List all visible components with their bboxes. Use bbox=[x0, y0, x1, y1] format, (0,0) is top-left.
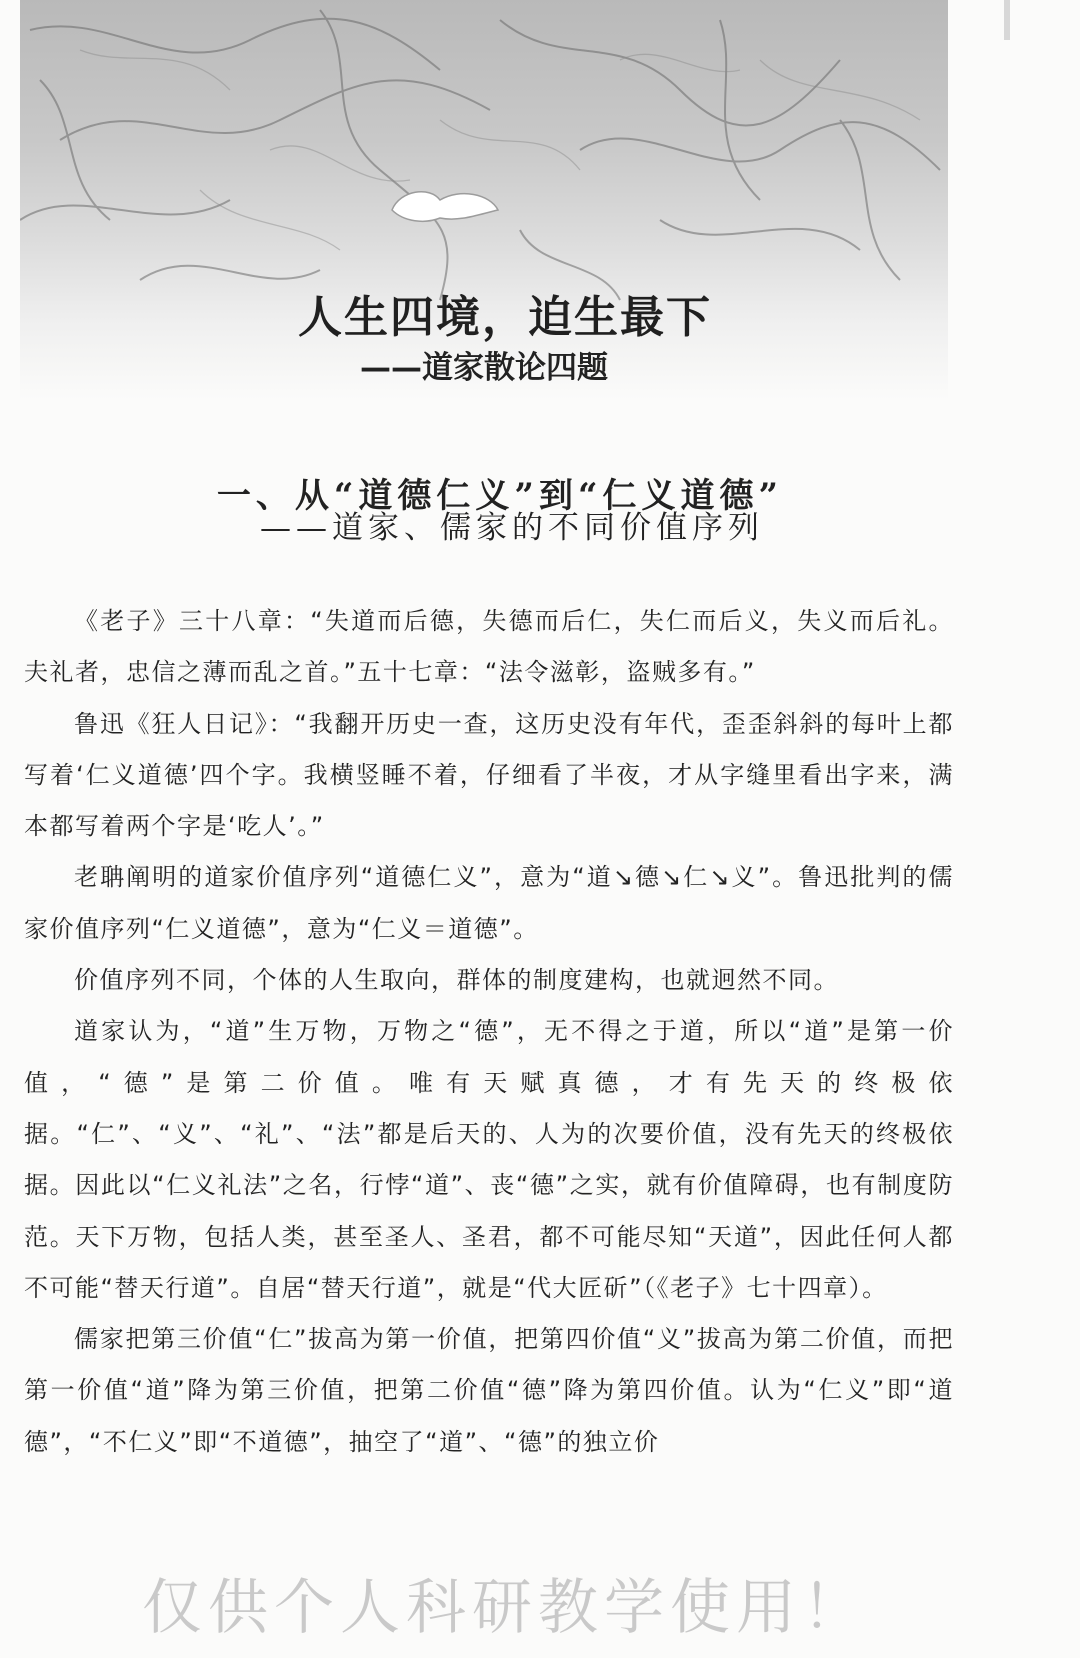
paragraph: 鲁迅《狂人日记》：“我翻开历史一查，这历史没有年代，歪歪斜斜的每叶上都写着‘仁义道德’四个字。我横竖睡不着，仔细看了半夜，才从字缝里看出字来，满本都写着两个字是‘吃人’。” bbox=[24, 709, 954, 841]
section-title: 一、从“道德仁义”到“仁义道德” bbox=[216, 476, 784, 517]
edge-mark bbox=[1004, 0, 1010, 40]
cloud-ornament bbox=[392, 192, 498, 222]
body-text bbox=[24, 596, 954, 1468]
section-subtitle: ——道家、儒家的不同价值序列 bbox=[260, 510, 764, 546]
paragraph: 老聃阐明的道家价值序列“道德仁义”，意为“道↘德↘仁↘义”。鲁迅批判的儒家价值序列“仁义道德”，意为“仁义＝道德”。 bbox=[24, 863, 954, 943]
paragraph: 道家认为，“道”生万物，万物之“德”，无不得之于道，所以“道”是第一价值，“德”是第二价值。唯有天赋真德，才有先天的终极依据。“仁”、“义”、“礼”、“法”都是后天的、人为的次要价值，没有先天的终极依据。因此以“仁义礼法”之名，行悖“道”、丧“德”之实，就有价值障碍，也有制度防范。天下万物，包括人类，甚至圣人、圣君，都不可能尽知“天道”，因此任何人都不可能“替天行道”。自居“替天行道”，就是“代大匠斫”（《老子》七十四章）。 bbox=[24, 1017, 954, 1302]
chapter-title: 人生四境，迫生最下 bbox=[298, 292, 712, 344]
paragraph: 《老子》三十八章：“失道而后德，失德而后仁，失仁而后义，失义而后礼。夫礼者，忠信之薄而乱之首。”五十七章：“法令滋彰，盗贼多有。” bbox=[24, 607, 954, 687]
paragraph: 儒家把第三价值“仁”拔高为第一价值，把第四价值“义”拔高为第二价值，而把第一价值“道”降为第三价值，把第二价值“德”降为第四价值。认为“仁义”即“道德”，“不仁义”即“不道德”，抽空了“道”、“德”的独立价 bbox=[24, 1325, 954, 1456]
watermark: 仅供个人科研教学使用！ bbox=[142, 1573, 868, 1643]
chapter-subtitle: ——道家散论四题 bbox=[360, 350, 608, 386]
paragraph: 价值序列不同，个体的人生取向，群体的制度建构，也就迥然不同。 bbox=[74, 966, 839, 995]
